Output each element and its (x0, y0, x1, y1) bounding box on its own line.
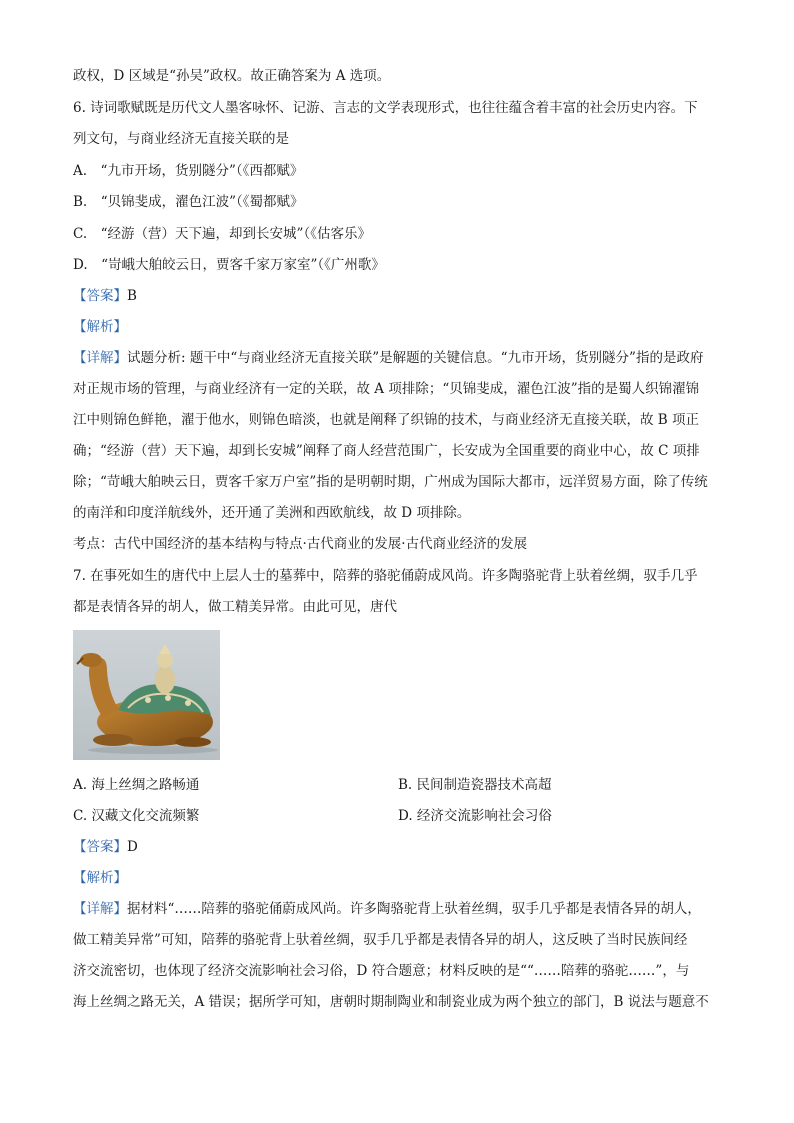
analysis-tag: 【解析】 (73, 870, 127, 886)
q6-detail-line: 江中则锦色鲜艳，濯于他水，则锦色暗淡，也就是阐释了织锦的技术，与商业经济无直接关联，故 B 项正 (73, 412, 700, 428)
answer-tag: 【答案】 (73, 288, 127, 304)
detail-text: 据材料“……陪葬的骆驼俑蔚成风尚。许多陶骆驼背上驮着丝绸，驭手几乎都是表情各异的胡人， (127, 901, 701, 917)
text-line: 政权，D 区域是“孙吴”政权。故正确答案为 A 选项。 (73, 68, 391, 84)
answer-value: B (127, 288, 137, 304)
detail-tag: 【详解】 (73, 350, 127, 366)
q6-option-b: B. “贝锦斐成，濯色江波”（《蜀都赋》 (73, 194, 304, 210)
q6-detail-line (73, 348, 703, 368)
question-7-stem-cont: 都是表情各异的胡人，做工精美异常。由此可见，唐代 (73, 599, 397, 615)
analysis-tag: 【解析】 (73, 319, 127, 335)
q6-answer (73, 286, 137, 306)
answer-tag: 【答案】 (73, 839, 127, 855)
detail-text: 试题分析: 题干中“与商业经济无直接关联”是解题的关键信息。“九市开场，货别隧分”指的是政府 (127, 350, 704, 366)
question-6-stem: 6. 诗词歌赋既是历代文人墨客咏怀、记游、言志的文学表现形式，也往往蕴含着丰富的社会历史内容。下 (73, 100, 698, 116)
q6-detail-line: 的南洋和印度洋航线外，还开通了美洲和西欧航线，故 D 项排除。 (73, 505, 471, 521)
q6-detail-line: 对正规市场的管理，与商业经济有一定的关联，故 A 项排除；“贝锦斐成，濯色江波”指的是蜀人织锦濯锦 (73, 381, 700, 397)
q7-answer (73, 837, 138, 857)
question-6-stem-cont: 列文句，与商业经济无直接关联的是 (73, 131, 289, 147)
q7-option-d: D. 经济交流影响社会习俗 (398, 808, 552, 824)
answer-value: D (127, 839, 138, 855)
detail-tag: 【详解】 (73, 901, 127, 917)
question-7-stem: 7. 在事死如生的唐代中上层人士的墓葬中，陪葬的骆驼俑蔚成风尚。许多陶骆驼背上驮着丝绸，驭手几乎 (73, 568, 698, 584)
q7-option-a: A. 海上丝绸之路畅通 (73, 777, 200, 793)
q6-analysis-tag (73, 317, 127, 337)
q6-option-c: C. “经游（营）天下遍，却到长安城”（《估客乐》 (73, 226, 371, 242)
camel-figurine-photo (73, 630, 220, 760)
q7-analysis-tag (73, 868, 127, 888)
q6-option-a: A. “九市开场，货别隧分”（《西都赋》 (73, 163, 304, 179)
q6-option-d: D. “岢峨大舶皎云日，贾客千家万家室”（《广州歌》 (73, 257, 385, 273)
q7-detail-line: 济交流密切，也体现了经济交流影响社会习俗，D 符合题意；材料反映的是““……陪葬的骆驼……”，与 (73, 963, 690, 979)
q7-detail-line (73, 899, 701, 919)
camel-figurine-image (73, 630, 220, 760)
q7-option-b: B. 民间制造瓷器技术高超 (398, 777, 552, 793)
q7-option-c: C. 汉藏文化交流频繁 (73, 808, 200, 824)
q7-detail-line: 海上丝绸之路无关，A 错误；据所学可知，唐朝时期制陶业和制瓷业成为两个独立的部门，B 说法与题意不 (73, 994, 709, 1010)
q6-detail-line: 除；“苛峨大舶映云日，贾客千家万户室”指的是明朝时期，广州成为国际大都市，远洋贸易方面，除了传统 (73, 474, 708, 490)
q6-key-points: 考点：古代中国经济的基本结构与特点·古代商业的发展·古代商业经济的发展 (73, 536, 528, 552)
q7-detail-line: 做工精美异常”可知，陪葬的骆驼背上驮着丝绸，驭手几乎都是表情各异的胡人，这反映了当时民族间经 (73, 932, 688, 948)
q6-detail-line: 确；“经游（营）天下遍，却到长安城”阐释了商人经营范围广，长安成为全国重要的商业中心，故 C 项排 (73, 443, 700, 459)
